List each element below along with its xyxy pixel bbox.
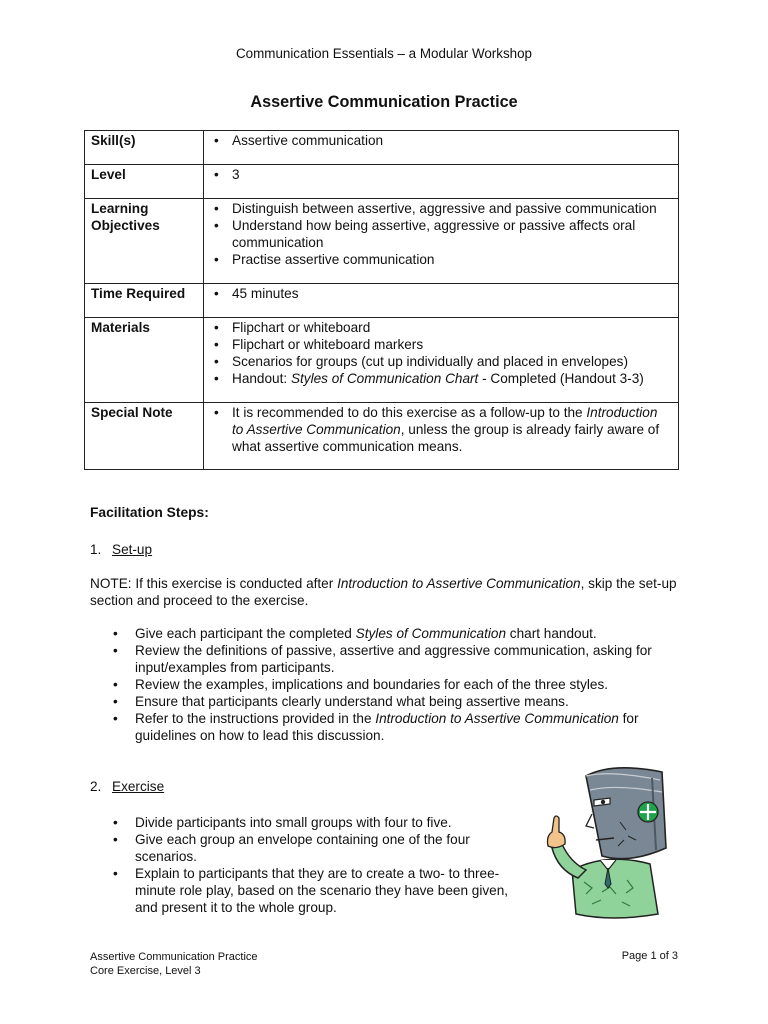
setup-title: Set-up [112,542,153,557]
list-item [113,710,688,744]
setup-heading [90,542,152,557]
handout-title: Styles of Communication Chart [290,371,479,386]
step-text-end: chart handout. [506,626,597,641]
table-row [85,284,679,318]
page-title: Assertive Communication Practice [250,93,518,111]
list-item [226,370,672,387]
objectives-cell [204,199,679,284]
list-item: • Practise assertive communication [226,251,672,268]
handout-prefix: Handout: [232,371,291,386]
materials-cell [204,318,679,403]
list-item: • Review the definitions of passive, assertive and aggressive communication, asking for input/examples from participants. [113,642,688,676]
list-item: • Flipchart or whiteboard [226,319,672,336]
list-item [226,404,672,455]
table-row [85,403,679,470]
list-item: • Review the examples, implications and boundaries for each of the three styles. [113,676,688,693]
exercise-steps-list [113,814,513,916]
setup-number: 1. [90,542,102,557]
footer-left [90,950,258,978]
level-label: Level [85,165,204,199]
note-text-end: , skip the set-up section and proceed to the exercise. [90,576,677,608]
book-head-character-illustration [532,752,682,922]
setup-note [90,575,680,609]
skills-cell [204,131,679,165]
special-note-text: It is recommended to do this exercise as a follow-up to the [232,405,587,420]
list-item: • Explain to participants that they are to create a two- to three-minute role play, based on the scenario they have been given, and present it to the whole group. [113,865,513,916]
list-item [113,625,688,642]
table-row [85,131,679,165]
skills-label: Skill(s) [85,131,204,165]
exercise-title: Exercise [112,779,165,794]
footer-subtitle: Core Exercise, Level 3 [90,965,201,977]
step-text-end: for guidelines on how to lead this discussion. [135,711,639,743]
time-cell [204,284,679,318]
list-item: • Assertive communication [226,132,672,149]
special-note-label: Special Note [85,403,204,470]
list-item: • Distinguish between assertive, aggressive and passive communication [226,200,672,217]
exercise-heading [90,779,164,794]
list-item: • Scenarios for groups (cut up individually and placed in envelopes) [226,353,672,370]
list-item: • Flipchart or whiteboard markers [226,336,672,353]
step-italic: Styles of Communication [355,626,507,641]
time-label: Time Required [85,284,204,318]
table-row [85,165,679,199]
step-italic: Introduction to Assertive Communication [375,711,619,726]
handout-suffix: - Completed (Handout 3-3) [478,371,644,386]
step-text: Refer to the instructions provided in the [135,711,376,726]
setup-steps-list [113,625,688,744]
step-text: Give each participant the completed [135,626,356,641]
list-item: • Ensure that participants clearly understand what being assertive means. [113,693,688,710]
table-row [85,318,679,403]
note-italic: Introduction to Assertive Communication [337,576,581,591]
footer-title: Assertive Communication Practice [90,951,258,963]
special-note-cell [204,403,679,470]
exercise-info-table [84,130,679,470]
objectives-label: Learning Objectives [85,199,204,284]
list-item: • Divide participants into small groups with four to five. [113,814,513,831]
list-item: • 3 [226,166,672,183]
special-note-italic: Introduction to Assertive Communication [232,405,658,437]
list-item: • 45 minutes [226,285,672,302]
note-text: NOTE: If this exercise is conducted after [90,576,338,591]
list-item: • Give each group an envelope containing one of the four scenarios. [113,831,513,865]
special-note-text-end: , unless the group is already fairly aware of what assertive communication means. [232,422,660,454]
document-header: Communication Essentials – a Modular Workshop [236,46,532,61]
materials-label: Materials [85,318,204,403]
level-cell [204,165,679,199]
table-row [85,199,679,284]
facilitation-heading: Facilitation Steps: [90,505,209,520]
list-item: • Understand how being assertive, aggressive or passive affects oral communication [226,217,672,251]
page-number: Page 1 of 3 [621,950,678,962]
exercise-number: 2. [90,779,102,794]
